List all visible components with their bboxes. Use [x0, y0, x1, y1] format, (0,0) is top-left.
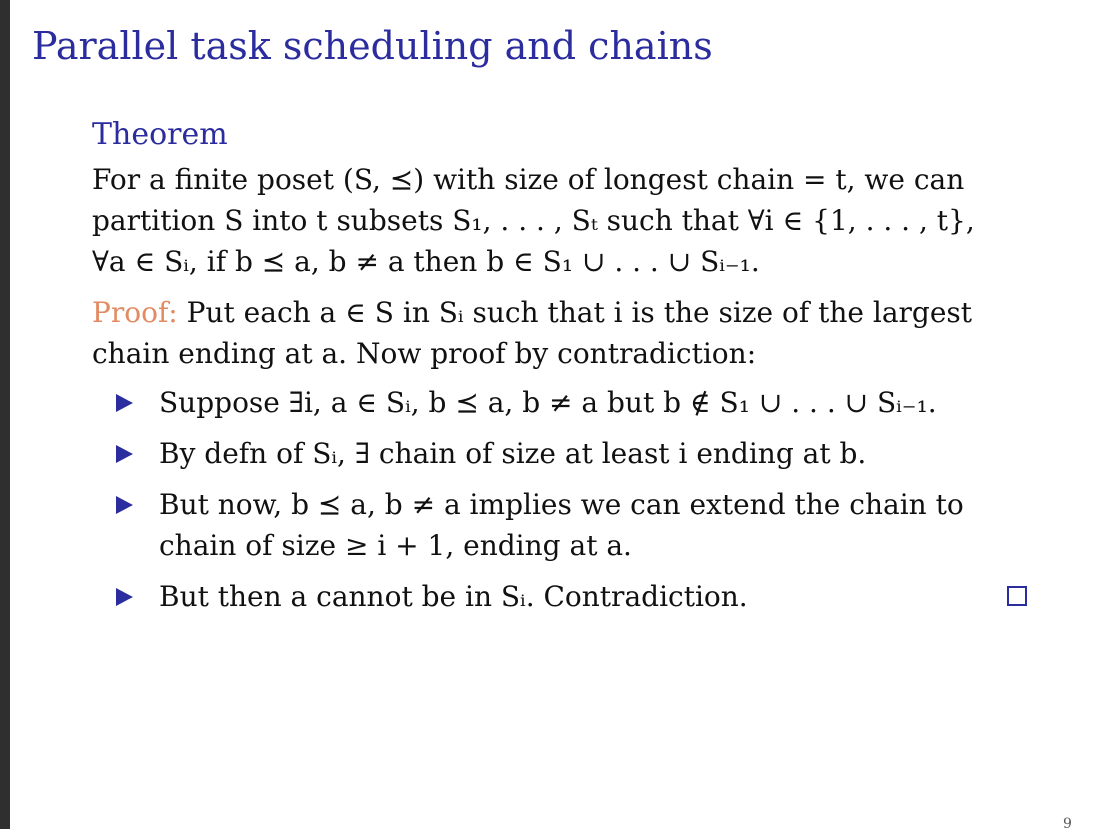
qed-square-icon	[1007, 586, 1027, 606]
triangle-bullet-icon	[116, 496, 133, 514]
triangle-bullet-icon	[116, 445, 133, 463]
bullet-text-continued: chain of size ≥ i + 1, ending at a.	[159, 529, 632, 562]
proof-text-line-2: chain ending at a. Now proof by contradiction:	[92, 337, 757, 370]
left-edge-bar	[0, 0, 10, 829]
proof-bullet-list	[92, 382, 1052, 617]
proof-text-line-1: Put each a ∈ S in Sᵢ such that i is the size of the largest	[186, 296, 973, 329]
bullet-text: But now, b ⪯ a, b ≠ a implies we can extend the chain to	[159, 488, 964, 521]
proof-paragraph	[92, 292, 1052, 374]
theorem-line-3: ∀a ∈ Sᵢ, if b ⪯ a, b ≠ a then b ∈ S₁ ∪ . . . ∪ Sᵢ₋₁.	[92, 245, 760, 278]
bullet-text: Suppose ∃i, a ∈ Sᵢ, b ⪯ a, b ≠ a but b ∉ S₁ ∪ . . . ∪ Sᵢ₋₁.	[159, 386, 937, 419]
bullet-item	[92, 382, 1052, 423]
triangle-bullet-icon	[116, 588, 133, 606]
theorem-body	[92, 159, 1052, 282]
proof-label: Proof:	[92, 296, 178, 329]
page-number: 9	[1063, 816, 1072, 832]
bullet-item	[92, 433, 1052, 474]
slide-title: Parallel task scheduling and chains	[32, 24, 713, 68]
bullet-text: But then a cannot be in Sᵢ. Contradiction.	[159, 580, 748, 613]
bullet-item	[92, 576, 1052, 617]
bullet-item	[92, 484, 1052, 566]
theorem-label: Theorem	[92, 117, 228, 152]
triangle-bullet-icon	[116, 394, 133, 412]
bullet-text: By defn of Sᵢ, ∃ chain of size at least i ending at b.	[159, 437, 867, 470]
theorem-line-1: For a finite poset (S, ⪯) with size of longest chain = t, we can	[92, 163, 965, 196]
theorem-line-2: partition S into t subsets S₁, . . . , Sₜ such that ∀i ∈ {1, . . . , t},	[92, 204, 975, 237]
content-block	[92, 117, 1052, 627]
